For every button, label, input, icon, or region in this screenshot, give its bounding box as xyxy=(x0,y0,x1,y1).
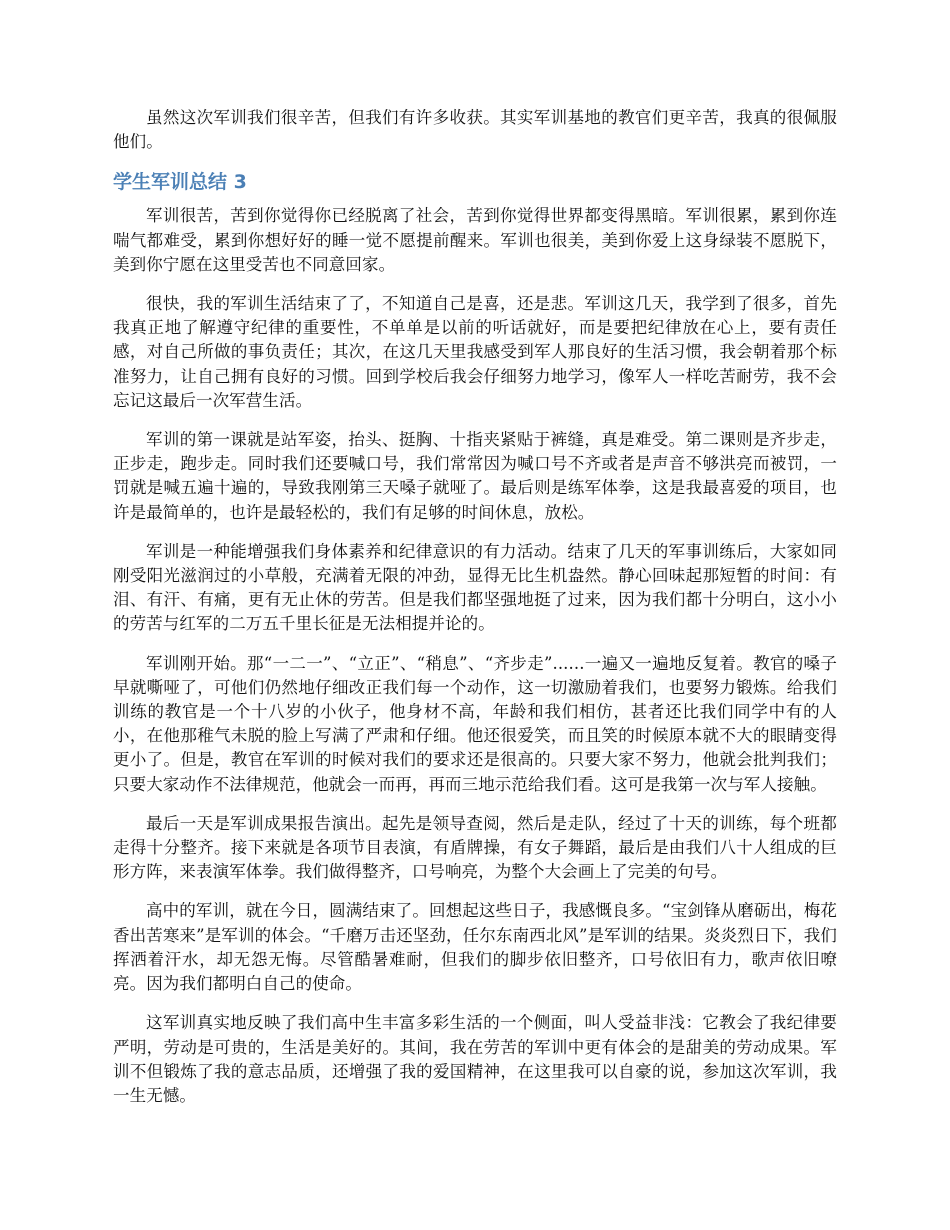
paragraph-6: 最后一天是军训成果报告演出。起先是领导查阅，然后是走队，经过了十天的训练，每个班都走得十分整齐。接下来就是各项节目表演，有盾牌操，有女子舞蹈，最后是由我们八十人组成的巨形方阵，来表演军体拳。我们做得整齐，口号响亮，为整个大会画上了完美的句号。 xyxy=(113,813,837,882)
paragraph-8: 这军训真实地反映了我们高中生丰富多彩生活的一个侧面，叫人受益非浅：它教会了我纪律要严明，劳动是可贵的，生活是美好的。其间，我在劳苦的军训中更有体会的是甜美的劳动成果。军训不但锻炼了我的意志品质，还增强了我的爱国精神，在这里我可以自豪的说，参加这次军训，我一生无憾。 xyxy=(113,1013,837,1105)
intro-paragraph: 虽然这次军训我们很辛苦，但我们有许多收获。其实军训基地的教官们更辛苦，我真的很佩服他们。 xyxy=(113,108,837,152)
paragraph-4: 军训是一种能增强我们身体素养和纪律意识的有力活动。结束了几天的军事训练后，大家如同刚受阳光滋润过的小草般，充满着无限的冲劲，显得无比生机盎然。静心回味起那短暂的时间：有泪、有汗、有痛，更有无止休的劳苦。但是我们都坚强地挺了过来，因为我们都十分明白，这小小的劳苦与红军的二万五千里长征是无法相提并论的。 xyxy=(113,541,837,634)
paragraph-2: 很快，我的军训生活结束了了，不知道自己是喜，还是悲。军训这几天，我学到了很多，首先我真正地了解遵守纪律的重要性，不单单是以前的听话就好，而是要把纪律放在心上，要有责任感，对自己所做的事负责任；其次，在这几天里我感受到军人那良好的生活习惯，我会朝着那个标准努力，让自己拥有良好的习惯。回到学校后我会仔细努力地学习，像军人一样吃苦耐劳，我不会忘记这最后一次军营生活。 xyxy=(113,294,837,410)
paragraph-3: 军训的第一课就是站军姿，抬头、挺胸、十指夹紧贴于裤缝，真是难受。第二课则是齐步走，正步走，跑步走。同时我们还要喊口号，我们常常因为喊口号不齐或者是声音不够洪亮而被罚，一罚就是喊五遍十遍的，导致我刚第三天嗓子就哑了。最后则是练军体拳，这是我最喜爱的项目，也许是最简单的，也许是最轻松的，我们有足够的时间休息，放松。 xyxy=(113,430,837,522)
paragraph-5: 军训刚开始。那“一二一”、“立正”、“稍息”、“齐步走”......一遍又一遍地反复着。教官的嗓子早就嘶哑了，可他们仍然地仔细改正我们每一个动作，这一切激励着我们，也要努力锻炼。给我们训练的教官是一个十八岁的小伙子，他身材不高，年龄和我们相仿，甚者还比我们同学中有的人小，在他那稚气未脱的脸上写满了严肃和仔细。他还很爱笑，而且笑的时候原本就不大的眼睛变得更小了。但是，教官在军训的时候对我们的要求还是很高的。只要大家不努力，他就会批判我们；只要大家动作不法律规范，他就会一而再，再而三地示范给我们看。这可是我第一次与军人接触。 xyxy=(113,653,837,794)
section-title: 学生军训总结 3 xyxy=(113,171,247,194)
document-page xyxy=(113,106,837,1123)
paragraph-7: 高中的军训，就在今日，圆满结束了。回想起这些日子，我感慨良多。“宝剑锋从磨砺出，梅花香出苦寒来”是军训的体会。“千磨万击还坚劲，任尔东南西北风”是军训的结果。炎炎烈日下，我们挥洒着汗水，却无怨无悔。尽管酷暑难耐，但我们的脚步依旧整齐，口号依旧有力，歌声依旧嘹亮。因为我们都明白自己的使命。 xyxy=(113,901,837,994)
paragraph-1: 军训很苦，苦到你觉得你已经脱离了社会，苦到你觉得世界都变得黑暗。军训很累，累到你连喘气都难受，累到你想好好的睡一觉不愿提前醒来。军训也很美，美到你爱上这身绿装不愿脱下，美到你宁愿在这里受苦也不同意回家。 xyxy=(113,206,837,274)
